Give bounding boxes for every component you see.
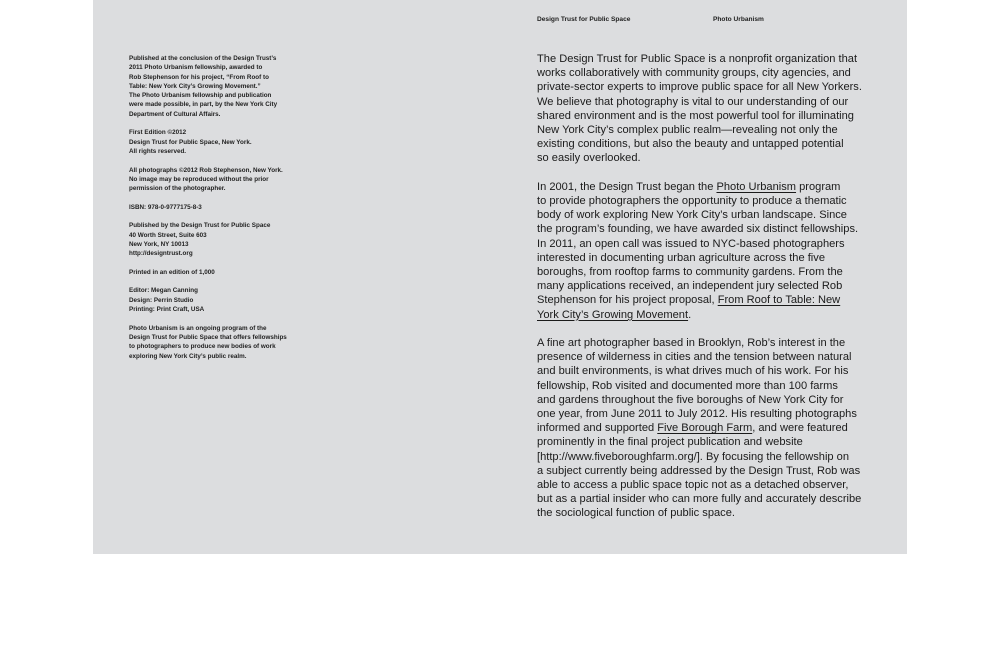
colophon-line: New York, NY 10013 [129,240,189,248]
essay-line: able to access a public space topic not as a detached observer, [537,479,849,492]
essay-body [537,52,882,535]
essay-line: A fine art photographer based in Brooklyn, Rob’s interest in the [537,337,846,350]
running-head-right: Photo Urbanism [713,16,764,23]
essay-line: body of work exploring New York City’s urban landscape. Since [537,209,847,222]
colophon-isbn [129,203,314,212]
essay-line: The Design Trust for Public Space is a nonprofit organization that [537,53,858,65]
essay-line: [http://www.fiveboroughfarm.org/]. By focusing the fellowship on [537,450,850,463]
essay-line: so easily overlooked. [537,152,641,165]
essay-line: the program’s founding, we have awarded six distinct fellowships. [537,223,859,236]
essay-line: works collaboratively with community groups, city agencies, and [537,67,851,80]
colophon-line: No image may be reproduced without the prior [129,175,269,183]
essay-text: In 2001, the Design Trust began the [537,180,717,193]
colophon-line: Rob Stephenson for his project, “From Roof to [129,73,269,81]
colophon-line: ISBN: 978-0-9777175-8-3 [129,203,202,211]
essay-line [537,293,882,307]
essay-line: but as a partial insider who can more fully and accurately describe [537,493,862,506]
essay-line [537,180,882,194]
colophon-fellowship-note [129,54,314,119]
colophon-line: http://designtrust.org [129,250,193,258]
colophon-program-note [129,324,314,361]
essay-line: private-sector experts to improve public space for all New Yorkers. [537,81,862,94]
essay-text: Stephenson for his project proposal, [537,294,718,307]
from-roof-to-table-link[interactable]: From Roof to Table: New [717,294,841,307]
colophon-line: Printed in an edition of 1,000 [129,268,215,276]
colophon-line: to photographers to produce new bodies of work [129,343,276,351]
colophon-line: Editor: Megan Canning [129,287,198,295]
colophon-line: The Photo Urbanism fellowship and publication [129,92,272,100]
essay-text: . [688,308,692,321]
colophon-line: First Edition ©2012 [129,129,187,137]
essay-line: and gardens throughout the five boroughs of New York City for [537,393,844,406]
essay-line: and built environments, is what drives much of his work. For his [537,365,849,378]
colophon-line: Design: Perrin Studio [129,296,194,304]
colophon-credits [129,286,314,314]
colophon-print-run [129,268,314,277]
colophon-line: Printing: Print Craft, USA [129,306,205,314]
essay-paragraph-1 [537,52,882,166]
colophon-photo-rights [129,166,314,194]
essay-line: New York City’s complex public realm—revealing not only the [537,124,838,137]
running-head-left: Design Trust for Public Space [537,16,631,23]
colophon-line: 2011 Photo Urbanism fellowship, awarded to [129,64,263,72]
essay-line: presence of wilderness in cities and the tension between natural [537,351,852,364]
photo-urbanism-link[interactable]: Photo Urbanism [716,180,797,193]
colophon-line: Published at the conclusion of the Design Trust’s [129,55,277,62]
colophon [129,54,314,370]
essay-line: one year, from June 2011 to July 2012. His resulting photographs [537,408,857,421]
essay-line: shared environment and is the most powerful tool for illuminating [537,109,854,122]
essay-line: a subject currently being addressed by the Design Trust, Rob was [537,464,861,477]
colophon-line: permission of the photographer. [129,185,226,193]
essay-paragraph-3 [537,336,882,521]
essay-line: boroughs, from rooftop farms to community gardens. From the [537,266,843,279]
colophon-line: All rights reserved. [129,147,187,155]
colophon-line: Design Trust for Public Space, New York. [129,138,252,146]
colophon-line: Table: New York City’s Growing Movement.” [129,82,261,90]
colophon-line: Photo Urbanism is an ongoing program of the [129,324,267,332]
essay-paragraph-2 [537,180,882,322]
essay-line: prominently in the final project publication and website [537,436,803,449]
colophon-line: Published by the Design Trust for Public Space [129,222,271,230]
essay-text: program [796,180,841,193]
essay-line: to provide photographers the opportunity to produce a thematic [537,195,847,208]
essay-line: many applications received, an independent jury selected Rob [537,280,843,293]
essay-line: the sociological function of public space. [537,507,735,520]
essay-text: informed and supported [537,422,658,435]
colophon-line: All photographs ©2012 Rob Stephenson, New York. [129,166,283,174]
from-roof-to-table-link-continued[interactable]: York City’s Growing Movement [537,308,689,321]
colophon-line: Department of Cultural Affairs. [129,110,221,118]
essay-line: existing conditions, but also the beauty and untapped potential [537,138,844,151]
essay-text: , and were featured [752,422,848,435]
essay-line [537,421,882,435]
five-borough-farm-link[interactable]: Five Borough Farm [657,422,753,435]
essay-line: fellowship, Rob visited and documented more than 100 farms [537,379,838,392]
colophon-line: Design Trust for Public Space that offers fellowships [129,333,287,341]
colophon-line: exploring New York City’s public realm. [129,352,247,360]
essay-line: interested in documenting urban agriculture across the five [537,251,825,264]
essay-line [537,308,882,322]
colophon-publisher [129,221,314,258]
colophon-edition [129,128,314,156]
colophon-line: were made possible, in part, by the New York City [129,101,278,109]
essay-line: In 2011, an open call was issued to NYC-based photographers [537,237,845,250]
colophon-line: 40 Worth Street, Suite 603 [129,231,207,239]
essay-line: We believe that photography is vital to our understanding of our [537,95,849,108]
